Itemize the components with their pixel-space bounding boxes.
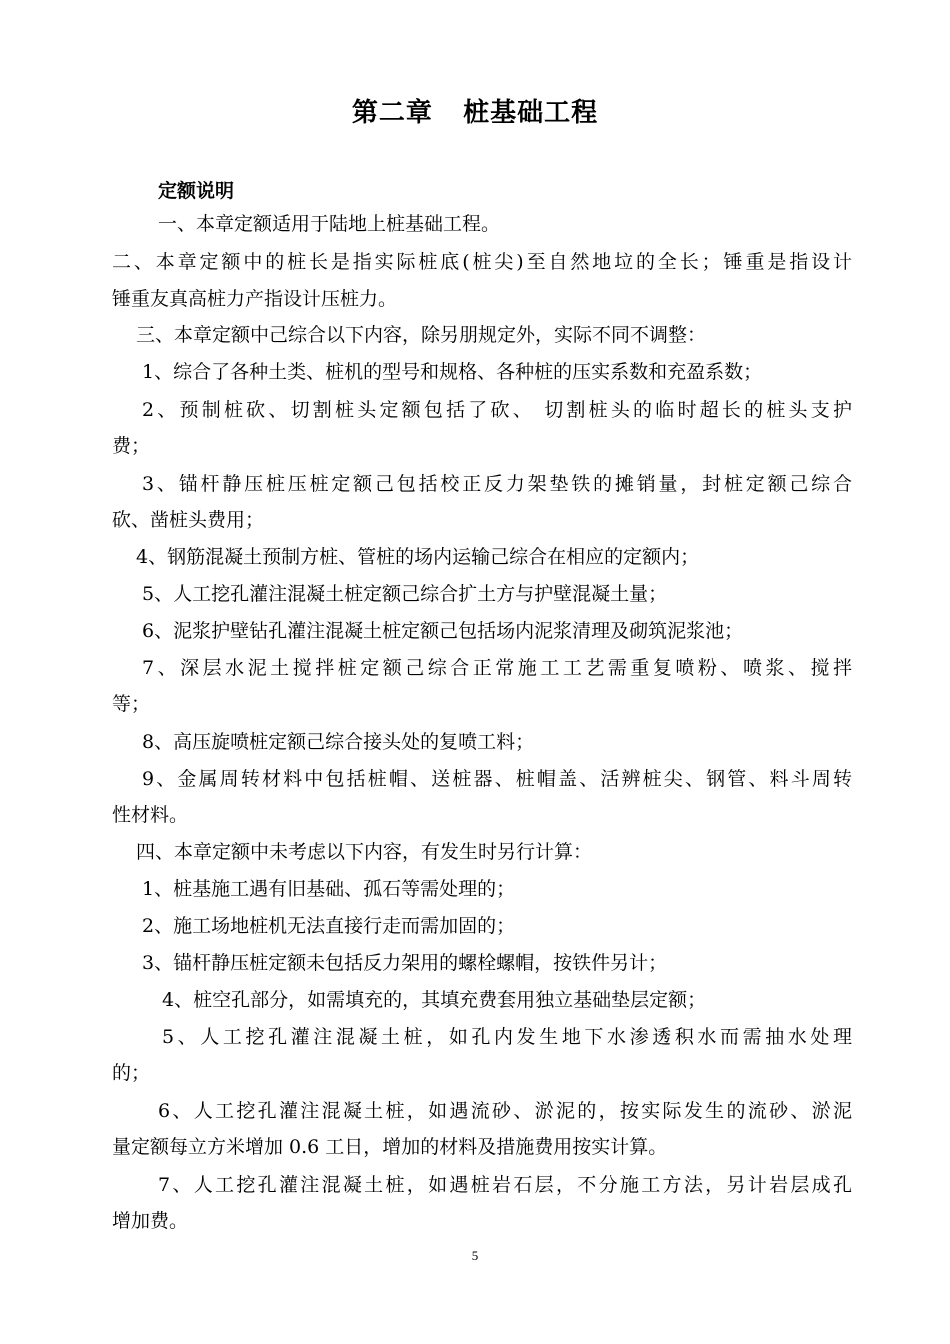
text-line: 性材料。 [112, 804, 189, 826]
text-line: 一、本章定额适用于陆地上桩基础工程。 [158, 213, 501, 235]
text-line: 3、锚杆静压桩定额未包括反力架用的螺栓螺帽，按铁件另计； [142, 952, 668, 974]
text-line: 3、锚杆静压桩压桩定额己包括校正反力架垫铁的摊销量，封桩定额己综合 [142, 473, 852, 495]
text-line: 5、人工挖孔灌注混凝土桩，如孔内发生地下水渗透积水而需抽水处理 [162, 1026, 852, 1048]
text-line: 四、本章定额中未考虑以下内容，有发生时另行计算： [136, 841, 593, 863]
text-line: 量定额每立方米增加 0.6 工日，增加的材料及措施费用按实计算。 [112, 1136, 668, 1158]
text-line: 1、综合了各种土类、桩机的型号和规格、各种桩的压实系数和充盈系数； [142, 361, 763, 383]
text-line: 费； [112, 435, 151, 457]
text-line: 6、泥浆护壁钻孔灌注混凝土桩定额己包括场内泥浆清理及砌筑泥浆池； [142, 620, 744, 642]
text-line: 的； [112, 1062, 151, 1084]
text-line: 1、桩基施工遇有旧基础、孤石等需处理的； [142, 878, 516, 900]
text-line: 9、金属周转材料中包括桩帽、送桩器、桩帽盖、活辨桩尖、钢管、料斗周转 [142, 768, 852, 790]
page-title: 第二章 桩基础工程 [351, 98, 599, 128]
text-line: 8、高压旋喷桩定额己综合接头处的复喷工料； [142, 731, 535, 753]
section-heading: 定额说明 [158, 180, 235, 202]
text-line: 7、人工挖孔灌注混凝土桩，如遇桩岩石层，不分施工方法，另计岩层成孔 [158, 1174, 852, 1196]
text-line: 5、人工挖孔灌注混凝土桩定额己综合扩土方与护壁混凝土量； [142, 583, 668, 605]
text-line: 2、施工场地桩机无法直接行走而需加固的； [142, 915, 516, 937]
text-line: 二、本章定额中的桩长是指实际桩底(桩尖)至自然地垃的全长；锤重是指设计 [112, 251, 852, 273]
text-line: 等； [112, 693, 151, 715]
page-number: 5 [471, 1248, 479, 1263]
text-line: 4、桩空孔部分，如需填充的，其填充费套用独立基础垫层定额； [162, 989, 707, 1011]
text-line: 三、本章定额中己综合以下内容，除另朋规定外，实际不同不调整： [136, 324, 707, 346]
text-line: 增加费。 [112, 1210, 189, 1232]
text-line: 7、深层水泥土搅拌桩定额己综合正常施工工艺需重复喷粉、喷浆、搅拌 [142, 657, 852, 679]
text-line: 6、人工挖孔灌注混凝土桩，如遇流砂、淤泥的，按实际发生的流砂、淤泥 [158, 1100, 852, 1122]
text-line: 4、钢筋混凝土预制方桩、管桩的场内运输己综合在相应的定额内； [136, 546, 700, 568]
text-line: 砍、凿桩头费用； [112, 509, 265, 531]
text-line: 锤重友真高桩力产指设计压桩力。 [112, 288, 398, 310]
text-line: 2、预制桩砍、切割桩头定额包括了砍、 切割桩头的临时超长的桩头支护 [142, 399, 852, 421]
